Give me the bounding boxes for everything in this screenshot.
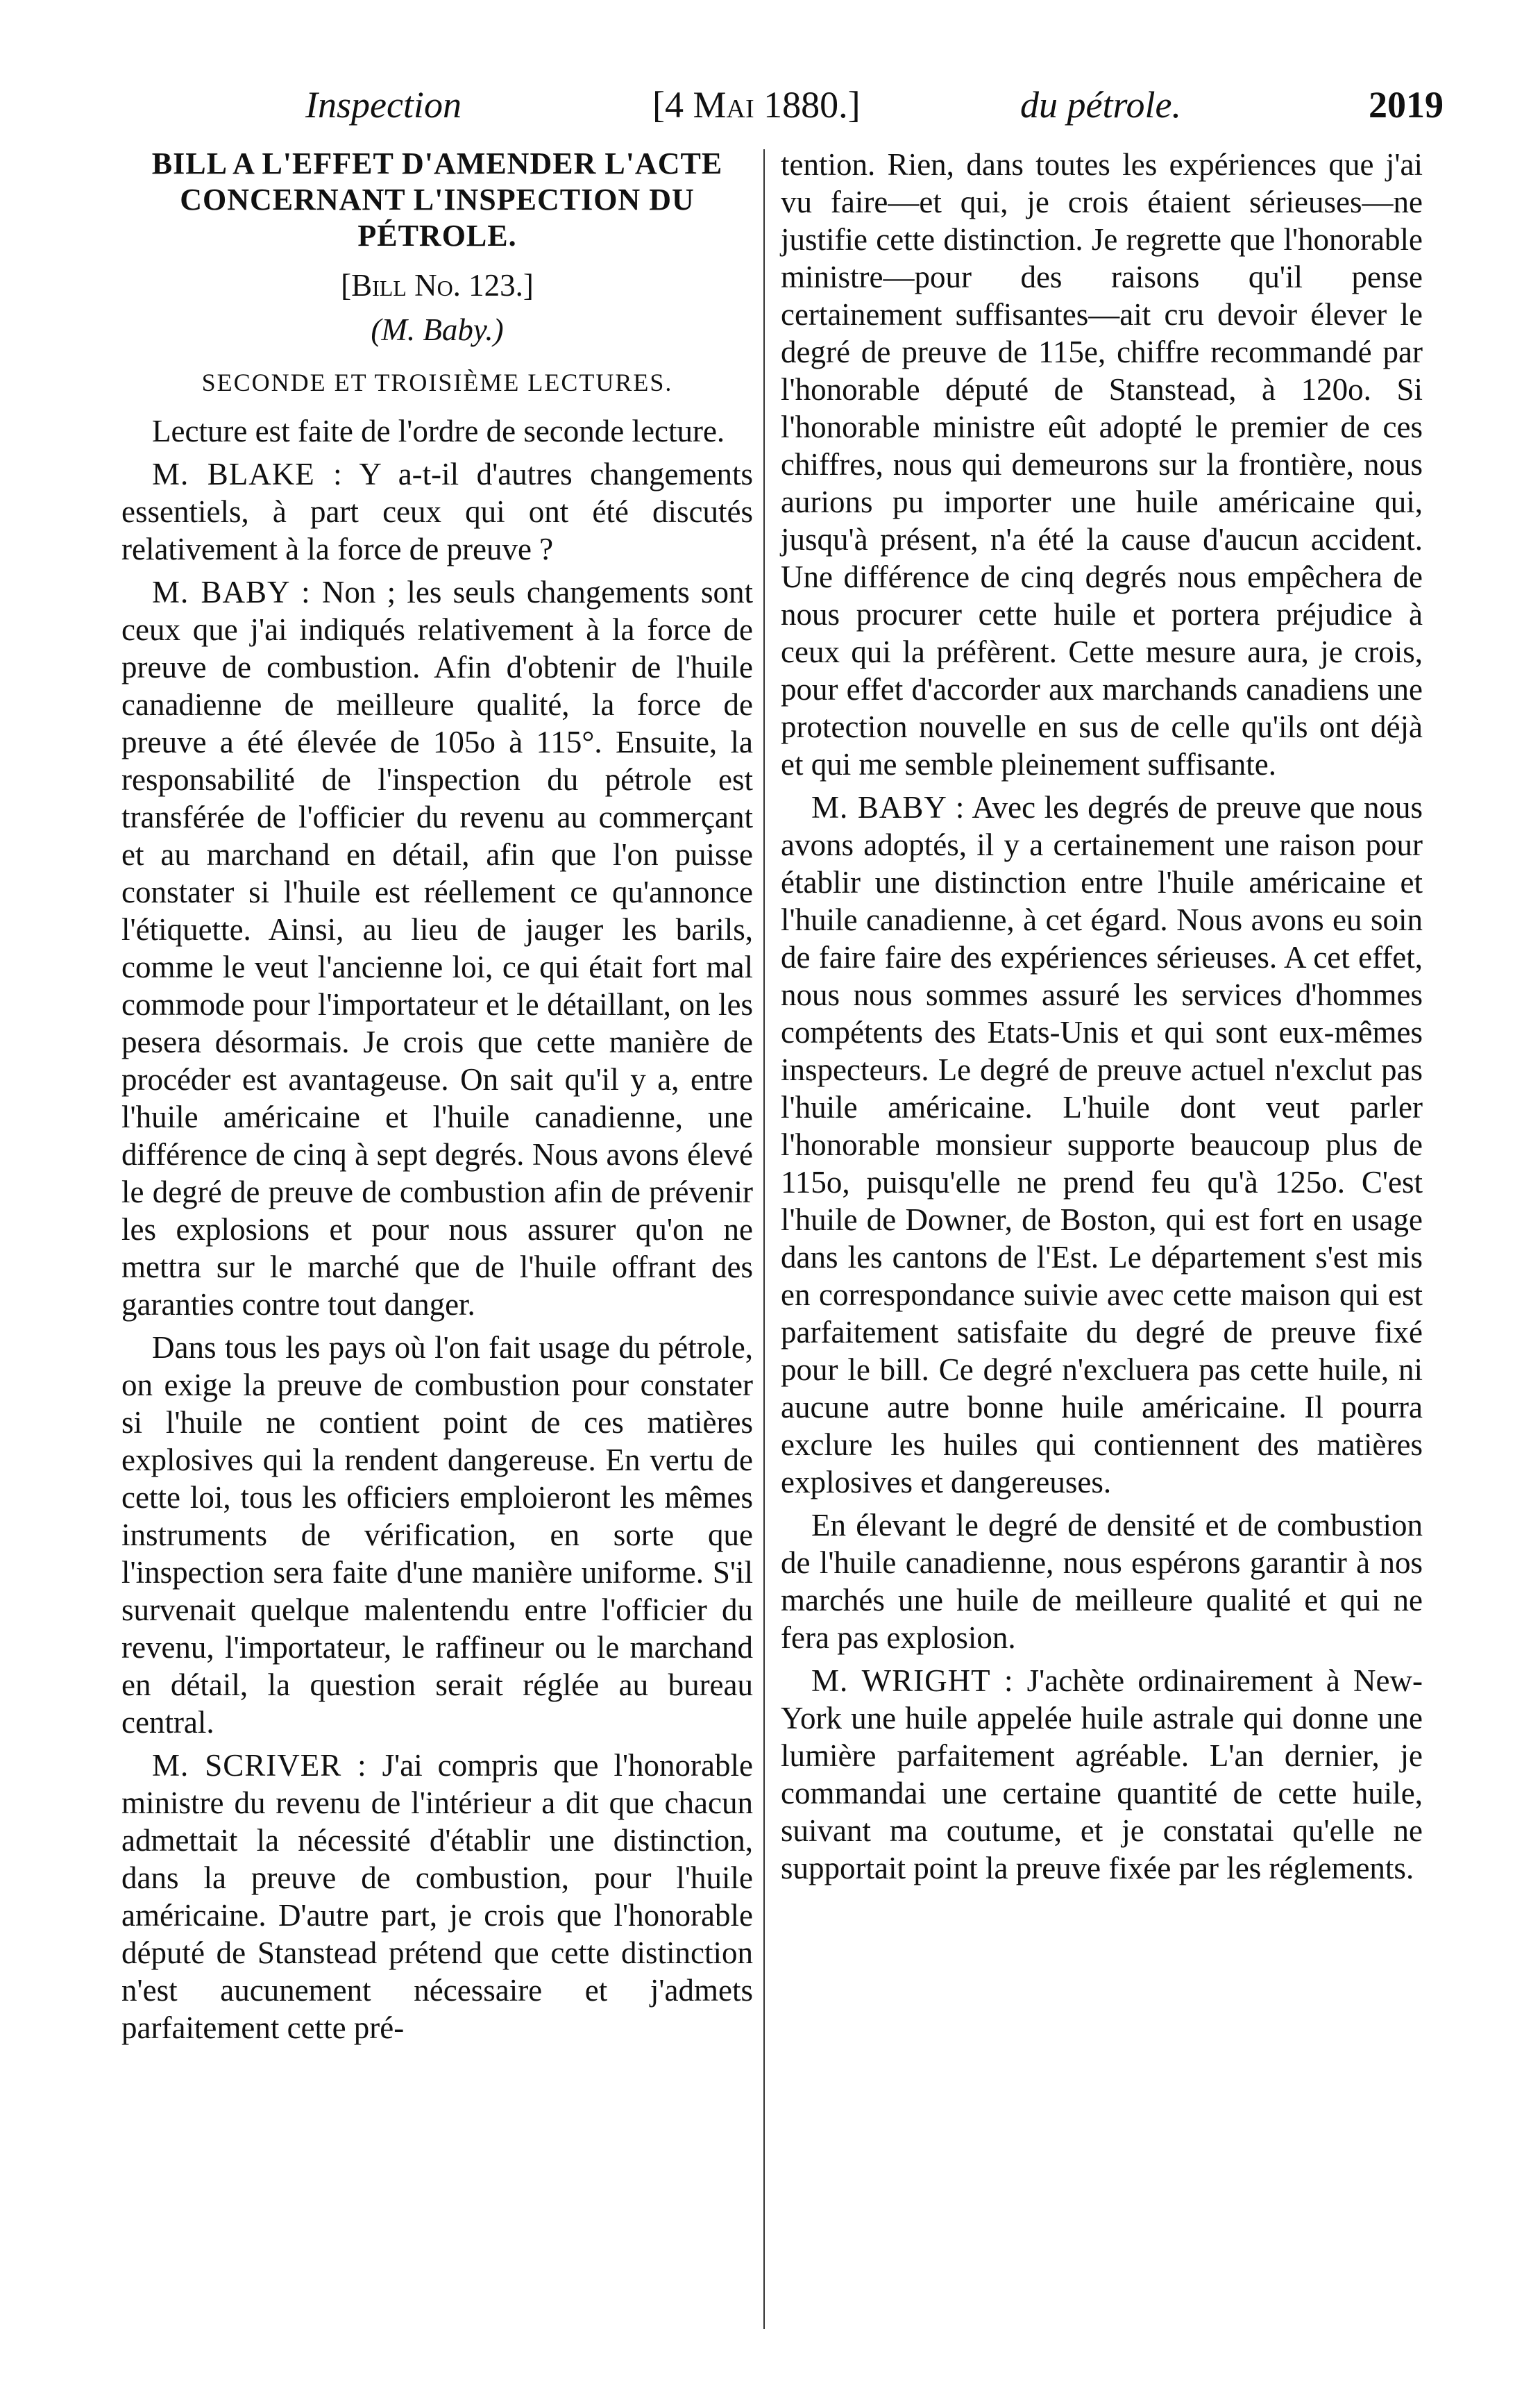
speaker-name: M. BABY : xyxy=(811,790,965,825)
speech-paragraph xyxy=(121,573,753,1323)
page-number: 2019 xyxy=(1369,84,1444,126)
bill-sponsor: (M. Baby.) xyxy=(371,312,504,347)
speech-text: Non ; les seuls changements sont ceux que j'ai indiqués relativement à la force de preuve de combustion. Afin d'obtenir de l'huile canadienne de meilleure qualité, la force de preuve a été élevée de 105o à 115°. Ensuite, la responsabilité de l'inspection du pétrole est transférée de l'officier du revenu au commerçant et au marchand en détail, afin que l'on puisse constater si l'huile est réellement ce qu'annonce l'étiquette. Ainsi, au lieu de jauger les barils, comme le veut l'ancienne loi, ce qui était fort mal commode pour l'importateur et le détaillant, on les pesera désormais. Je crois que cette manière de procéder est avantageuse. On sait qu'il y a, entre l'huile américaine et l'huile canadienne, une différence de cinq à sept degrés. Nous avons élevé le degré de preuve de combustion afin de prévenir les explosions et pour nous assurer qu'on ne mettra sur le marché que de l'huile offrant des garanties contre tout danger. xyxy=(121,575,753,1322)
bill-number: [Bill No. 123.] xyxy=(341,268,534,303)
speech-paragraph xyxy=(781,789,1423,1501)
speech-paragraph xyxy=(121,1747,753,2046)
speaker-name: M. SCRIVER : xyxy=(152,1748,367,1783)
paragraph: Dans tous les pays où l'on fait usage du pétrole, on exige la preuve de combustion pour constater si l'huile ne contient point de ces matières explosives qui la rendent dangereuse. En vertu de cette loi, tous les officiers emploieront les mêmes instruments de vérification, en sorte que l'inspection sera faite d'une manière uniforme. S'il survenait quelque malentendu entre l'officier du revenu, l'importateur, le raffineur ou le marchand en détail, la question serait réglée au bureau central. xyxy=(121,1330,753,1740)
column-divider xyxy=(763,149,765,2329)
bill-heading: BILL A L'EFFET D'AMENDER L'ACTE CONCERNANT L'INSPECTION DU PÉTROLE. xyxy=(151,146,723,253)
speech-text: J'ai compris que l'honorable ministre du revenu de l'intérieur a dit que chacun admettait la nécessité d'établir une distinction, dans la preuve de combustion, pour l'huile américaine. D'autre part, je crois que l'honorable député de Stanstead prétend que cette distinction n'est aucunement nécessaire et j'admets parfaitement cette pré- xyxy=(121,1748,753,2045)
running-head xyxy=(305,83,1444,125)
right-column xyxy=(781,146,1423,1892)
paragraph: Lecture est faite de l'ordre de seconde lecture. xyxy=(152,414,725,448)
speech-paragraph xyxy=(121,455,753,568)
speech-paragraph xyxy=(781,1662,1423,1887)
speaker-name: M. WRIGHT : xyxy=(811,1663,1014,1698)
left-column xyxy=(121,146,753,2052)
speech-text: J'achète ordinairement à New-York une huile appelée huile astrale qui donne une lumière parfaitement agréable. L'an dernier, je commandai une certaine quantité de cette huile, suivant ma coutume, et je constatai qu'elle ne supportait point la preuve fixée par les réglements. xyxy=(781,1663,1423,1885)
speaker-name: M. BLAKE : xyxy=(152,457,343,491)
speech-text: Y a-t-il d'autres changements essentiels, à part ceux qui ont été discutés relativement à la force de preuve ? xyxy=(121,457,753,566)
running-head-left: Inspection xyxy=(305,84,462,126)
reading-heading: SECONDE ET TROISIÈME LECTURES. xyxy=(201,369,673,396)
speaker-name: M. BABY : xyxy=(152,575,311,610)
paragraph: tention. Rien, dans toutes les expériences que j'ai vu faire—et qui, je crois étaient sérieuses—ne justifie cette distinction. Je regrette que l'honorable ministre—pour des raisons qu'il pense certainement suffisantes—ait cru devoir élever le degré de preuve de 115e, chiffre recommandé par l'honorable député de Stanstead, à 120o. Si l'honorable ministre eût adopté le premier de ces chiffres, nous qui demeurons sur la frontière, nous aurions pu importer une huile américaine qui, jusqu'à présent, n'a été la cause d'aucun accident. Une différence de cinq degrés nous empêchera de nous procurer cette huile et portera préjudice à ceux qui la préfèrent. Cette mesure aura, je crois, pour effet d'accorder aux marchands canadiens une protection nouvelle en sus de celle qu'ils ont déjà et qui me semble pleinement suffisante. xyxy=(781,147,1423,782)
speech-text: Avec les degrés de preuve que nous avons adoptés, il y a certainement une raison pour établir une distinction entre l'huile américaine et l'huile canadienne, à cet égard. Nous avons eu soin de faire faire des expériences sérieuses. A cet effet, nous nous sommes assuré les services d'hommes compétents des Etats-Unis et qui sont eux-mêmes inspecteurs. Le degré de preuve actuel n'exclut pas l'huile américaine. L'huile dont veut parler l'honorable monsieur supporte beaucoup plus de 115o, puisqu'elle ne prend feu qu'à 125o. C'est l'huile de Downer, de Boston, qui est fort en usage dans les cantons de l'Est. Le département s'est mis en correspondance suivie avec cette maison qui est parfaitement satisfaite du degré de preuve fixé pour le bill. Ce degré n'excluera pas cette huile, ni aucune autre bonne huile américaine. Il pourra exclure les huiles qui contiennent des matières explosives et dangereuses. xyxy=(781,790,1423,1499)
running-head-date: [4 Mai 1880.] xyxy=(652,84,861,126)
running-head-right: du pétrole. xyxy=(1020,84,1181,126)
paragraph: En élevant le degré de densité et de combustion de l'huile canadienne, nous espérons garantir à nos marchés une huile de meilleure qualité et qui ne fera pas explosion. xyxy=(781,1508,1423,1655)
